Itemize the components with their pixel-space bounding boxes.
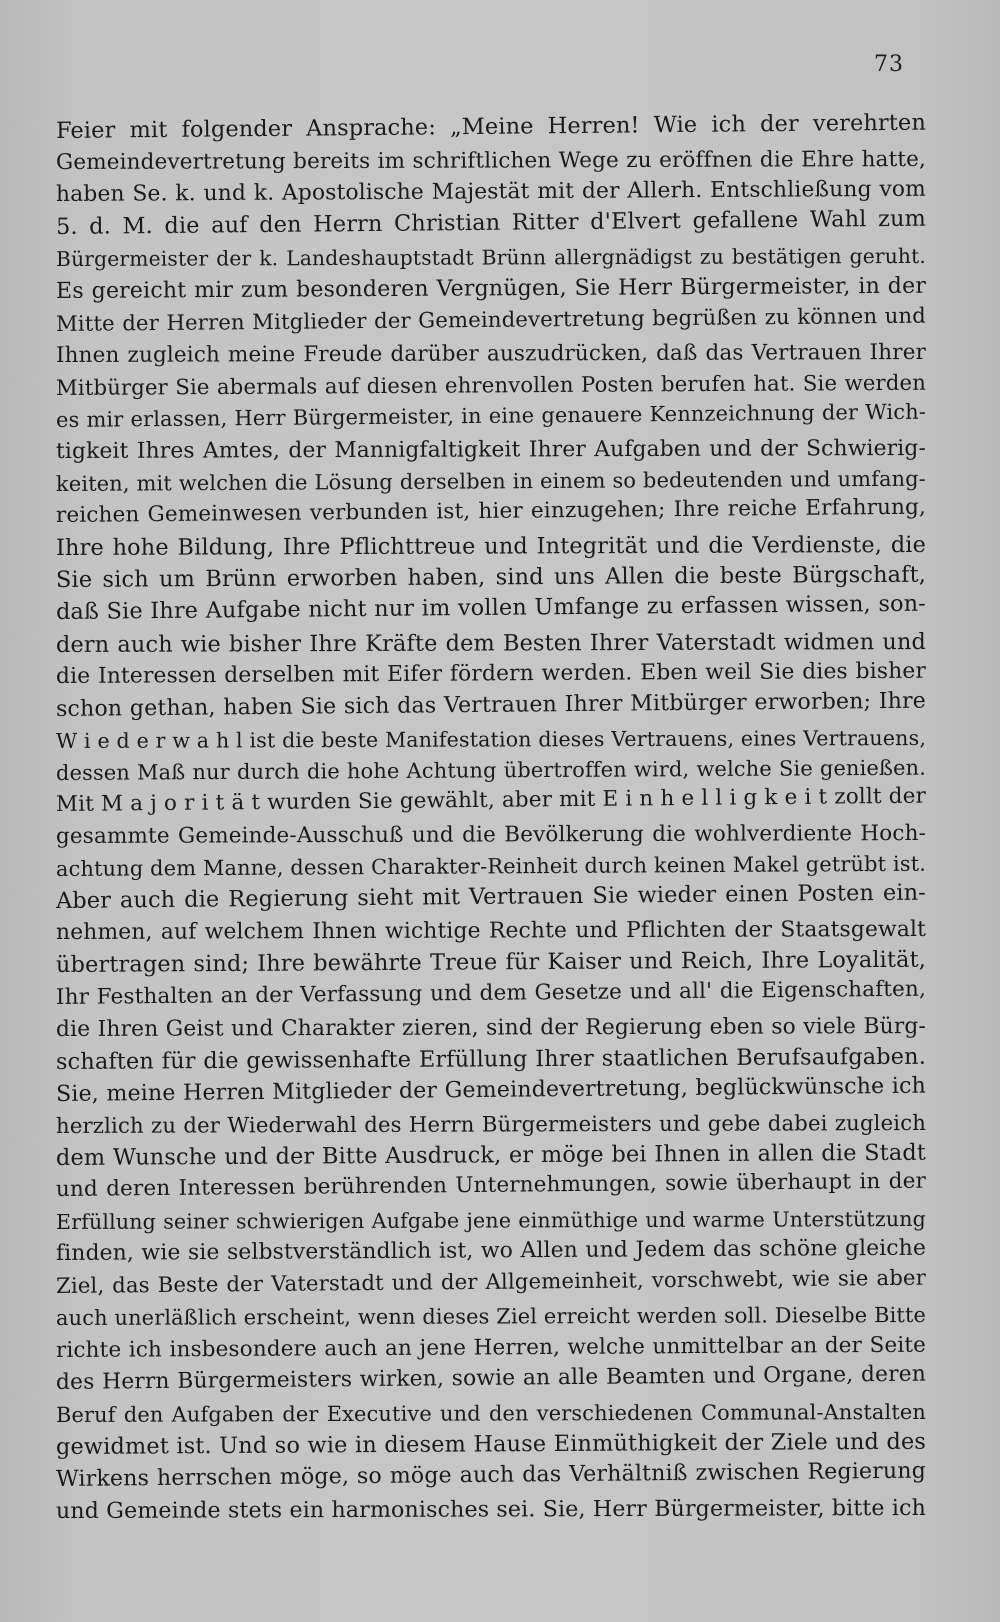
page-number: 73 xyxy=(874,52,904,77)
text-line: Feier mit folgender Ansprache: „Meine Herren! Wie ich der verehrten xyxy=(55,109,927,144)
text-line: herzlich zu der Wiederwahl des Herrn Bürgermeisters und gebe dabei zugleich xyxy=(55,1109,927,1138)
text-line: es mir erlassen, Herr Bürgermeister, in eine genauere Kennzeichnung der Wich- xyxy=(55,399,927,432)
text-line: nehmen, auf welchem Ihnen wichtige Rechte und Pflichten der Staatsgewalt xyxy=(55,917,927,946)
text-line: keiten, mit welchen die Lösung derselben in einem so bedeutenden und umfang- xyxy=(55,466,927,497)
body-text xyxy=(55,109,927,1527)
text-line: Sie, meine Herren Mitglieder der Gemeindevertretung, beglückwünsche ich xyxy=(55,1072,927,1107)
text-line: Ihr Festhalten an der Verfassung und dem Gesetze und all' die Eigenschaften, xyxy=(55,976,927,1010)
text-line: Wirkens herrschen möge, so möge auch das Verhältniß zwischen Regierung xyxy=(55,1457,927,1492)
text-line: die Interessen derselben mit Eifer fördern werden. Eben weil Sie dies bisher xyxy=(55,658,927,689)
text-line: Gemeindevertretung bereits im schriftlichen Wege zu eröffnen die Ehre hatte, xyxy=(55,147,927,176)
text-line: achtung dem Manne, dessen Charakter-Reinheit durch keinen Makel getrübt ist. xyxy=(55,851,927,882)
text-line: schon gethan, haben Sie sich das Vertrauen Ihrer Mitbürger erworben; Ihre xyxy=(55,687,927,722)
text-line: finden, wie sie selbstverständlich ist, wo Allen und Jedem das schöne gleiche xyxy=(55,1235,927,1267)
text-line: Sie sich um Brünn erworben haben, sind uns Allen die beste Bürgschaft, xyxy=(55,561,927,594)
text-line: tigkeit Ihres Amtes, der Mannigfaltigkeit Ihrer Aufgaben und der Schwierig- xyxy=(55,435,927,464)
text-line: Ihre hohe Bildung, Ihre Pflichttreue und Integrität und die Verdienste, die xyxy=(55,532,927,562)
text-line: daß Sie Ihre Aufgabe nicht nur im vollen Umfange zu erfassen wissen, son- xyxy=(55,591,927,626)
text-line: Bürgermeister der k. Landeshauptstadt Brünn allergnädigst zu bestätigen geruht. xyxy=(55,244,927,272)
text-line: gesammte Gemeinde-Ausschuß und die Bevölkerung die wohlverdiente Hoch- xyxy=(55,821,927,850)
text-line: dem Wunsche und der Bitte Ausdruck, er möge bei Ihnen in allen die Stadt xyxy=(55,1139,927,1171)
text-line: schaften für die gewissenhafte Erfüllung Ihrer staatlichen Berufsaufgaben. xyxy=(55,1043,927,1075)
text-line: Ihnen zugleich meine Freude darüber auszudrücken, daß das Vertrauen Ihrer xyxy=(55,339,927,368)
text-line: Mit M a j o r i t ä t wurden Sie gewählt, aber mit E i n h e l l i g k e i t zollt der xyxy=(55,783,927,817)
text-line: dern auch wie bisher Ihre Kräfte dem Besten Ihrer Vaterstadt widmen und xyxy=(55,628,927,658)
text-line: richte ich insbesondere auch an jene Herren, welche unmittelbar an der Seite xyxy=(55,1332,927,1363)
text-line: und Gemeinde stets ein harmonisches sei. Sie, Herr Bürgermeister, bitte ich xyxy=(55,1494,927,1525)
text-line: Mitbürger Sie abermals auf diesen ehrenvollen Posten berufen hat. Sie werden xyxy=(55,369,927,400)
text-line: gewidmet ist. Und so wie in diesem Hause Einmüthigkeit der Ziele und des xyxy=(55,1428,927,1460)
text-line: 5. d. M. die auf den Herrn Christian Ritter d'Elvert gefallene Wahl zum xyxy=(55,205,927,241)
text-line: W i e d e r w a h l ist die beste Manifestation dieses Vertrauens, eines Vertrauens, xyxy=(55,725,927,753)
text-line: auch unerläßlich erscheint, wenn dieses Ziel erreicht werden soll. Dieselbe Bitte xyxy=(55,1303,927,1331)
text-line: Beruf den Aufgaben der Executive und den verschiedenen Communal-Anstalten xyxy=(55,1399,927,1427)
text-line: Mitte der Herren Mitglieder der Gemeindevertretung begrüßen zu können und xyxy=(55,302,927,336)
text-line: Erfüllung seiner schwierigen Aufgabe jene einmüthige und warme Unterstützung xyxy=(55,1207,927,1235)
text-line: haben Se. k. und k. Apostolische Majestät mit der Allerh. Entschließung vom xyxy=(55,176,927,208)
text-line: dessen Maß nur durch die hohe Achtung übertroffen wird, welche Sie genießen. xyxy=(55,755,927,785)
text-line: die Ihren Geist und Charakter zieren, sind der Regierung eben so viele Bürg- xyxy=(55,1013,927,1042)
text-line: reichen Gemeinwesen verbunden ist, hier einzugehen; Ihre reiche Erfahrung, xyxy=(55,494,927,529)
text-line: übertragen sind; Ihre bewährte Treue für Kaiser und Reich, Ihre Loyalität, xyxy=(55,947,927,979)
text-line: Aber auch die Regierung sieht mit Vertrauen Sie wieder einen Posten ein- xyxy=(55,879,927,915)
text-line: Es gereicht mir zum besonderen Vergnügen, Sie Herr Bürgermeister, in der xyxy=(55,273,927,305)
text-line: des Herrn Bürgermeisters wirken, sowie an alle Beamten und Organe, deren xyxy=(55,1361,927,1395)
text-line: Ziel, das Beste der Vaterstadt und der Allgemeinheit, vorschwebt, wie sie aber xyxy=(55,1265,927,1299)
text-line: und deren Interessen berührenden Unternehmungen, sowie überhaupt in der xyxy=(55,1168,927,1203)
